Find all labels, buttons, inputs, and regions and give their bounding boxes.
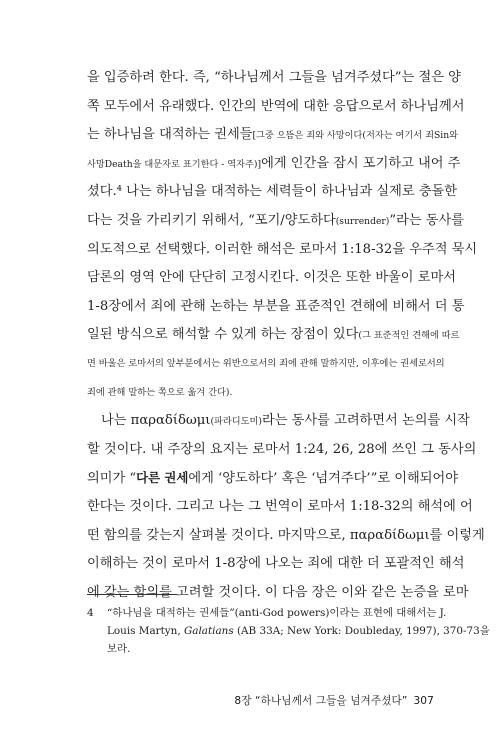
inline-note: (파라디도미) — [210, 416, 262, 428]
text-run: 의미가 “ — [87, 471, 137, 487]
text-line: 할 것이다. 내 주장의 요지는 로마서 1:24, 26, 28에 쓰인 그 동사의 — [87, 441, 477, 457]
text-line: 셨다.⁴ 나는 하나님을 대적하는 세력들이 하나님과 실제로 충돌한 — [87, 184, 458, 200]
text-run: 는 하나님을 대적하는 권세들 — [87, 127, 253, 143]
running-footer — [234, 693, 434, 708]
text-line: 에 갖는 함의를 고려할 것이다. 이 다음 장은 이와 같은 논증을 로마 — [87, 584, 469, 600]
text-run: ”라는 동사를 — [389, 212, 465, 228]
footnote-line: 보라. — [107, 643, 131, 655]
text-run: 나는 παραδίδωμι — [101, 413, 211, 429]
text-line: 1-8장에서 죄에 관해 논하는 부분을 표준적인 견해에 비해서 더 통 — [87, 298, 465, 314]
footnote-number: 4 — [87, 607, 94, 619]
inline-note: (surrender) — [335, 215, 390, 227]
emphasis: 다른 권세 — [136, 470, 189, 486]
chapter-title: 8장 “하나님께서 그들을 넘겨주셨다” — [234, 695, 408, 707]
text-line — [87, 464, 458, 493]
text-line — [87, 321, 460, 350]
text-line: 을 입증하려 한다. 즉, “하나님께서 그들을 넘겨주셨다”는 절은 양 — [87, 70, 461, 85]
footnote-text: “하나님을 대적하는 권세들”(anti-God powers)이라는 표현에 대해서는 J. — [107, 607, 447, 619]
book-title: Galatians — [183, 625, 234, 637]
footnote-text: (AB 33A; New York: Doubleday, 1997), 370-73을 — [233, 625, 490, 637]
text-line: 담론의 영역 안에 단단히 고정시킨다. 이것은 또한 바울이 로마서 — [87, 270, 456, 286]
inline-note: [그중 으뜸은 죄와 사망이다(저자는 여기서 죄Sin와 — [252, 130, 459, 142]
text-run: 에게 ‘양도하다’ 혹은 ‘넘겨주다’”로 이해되어야 — [188, 471, 458, 487]
page-number: 307 — [413, 695, 434, 707]
text-line: 이해하는 것이 로마서 1-8장에 나오는 죄에 대한 더 포괄적인 해석 — [87, 556, 465, 572]
text-line: 의도적으로 선택했다. 이러한 해석은 로마서 1:18-32을 우주적 묵시 — [87, 241, 478, 257]
text-line — [87, 121, 459, 150]
footnote-rule — [87, 594, 177, 595]
text-line: 쪽 모두에서 유래했다. 인간의 반역에 대한 응답으로서 하나님께서 — [87, 98, 465, 114]
text-line: 한다는 것이다. 그리고 나는 그 번역이 로마서 1:18-32의 해석에 어 — [87, 498, 473, 514]
footnote-line — [87, 604, 447, 622]
inline-note: (그 표준적인 견해에 따르 — [358, 330, 460, 342]
text-line — [87, 207, 465, 236]
inline-note-line: 면 바울은 로마서의 앞부분에서는 위반으로서의 죄에 관해 말하지만, 이후에는 권세로서의 — [87, 357, 445, 369]
text-run: 에게 인간을 잠시 포기하고 내어 주 — [261, 155, 461, 171]
footnote-line — [87, 622, 490, 640]
text-run: 다는 것을 가리키기 위해서, “포기/양도하다 — [87, 212, 336, 228]
text-line — [87, 150, 461, 179]
paragraph-start-line — [87, 407, 470, 436]
text-run: 일된 방식으로 해석할 수 있게 하는 장점이 있다 — [87, 327, 359, 343]
footnote — [87, 604, 490, 658]
footnote-text: Louis Martyn, — [107, 625, 184, 637]
body-text — [87, 64, 485, 607]
text-run: 라는 동사를 고려하면서 논의를 시작 — [262, 413, 470, 429]
text-line: 떤 함의를 갖는지 살펴볼 것이다. 마지막으로, παραδίδωμι를 이렇게 — [87, 527, 485, 543]
inline-note-line: 죄에 관해 말하는 쪽으로 옮겨 간다). — [87, 386, 233, 398]
inline-note: 사망Death을 대문자로 표기한다 - 역자주)] — [87, 158, 262, 170]
